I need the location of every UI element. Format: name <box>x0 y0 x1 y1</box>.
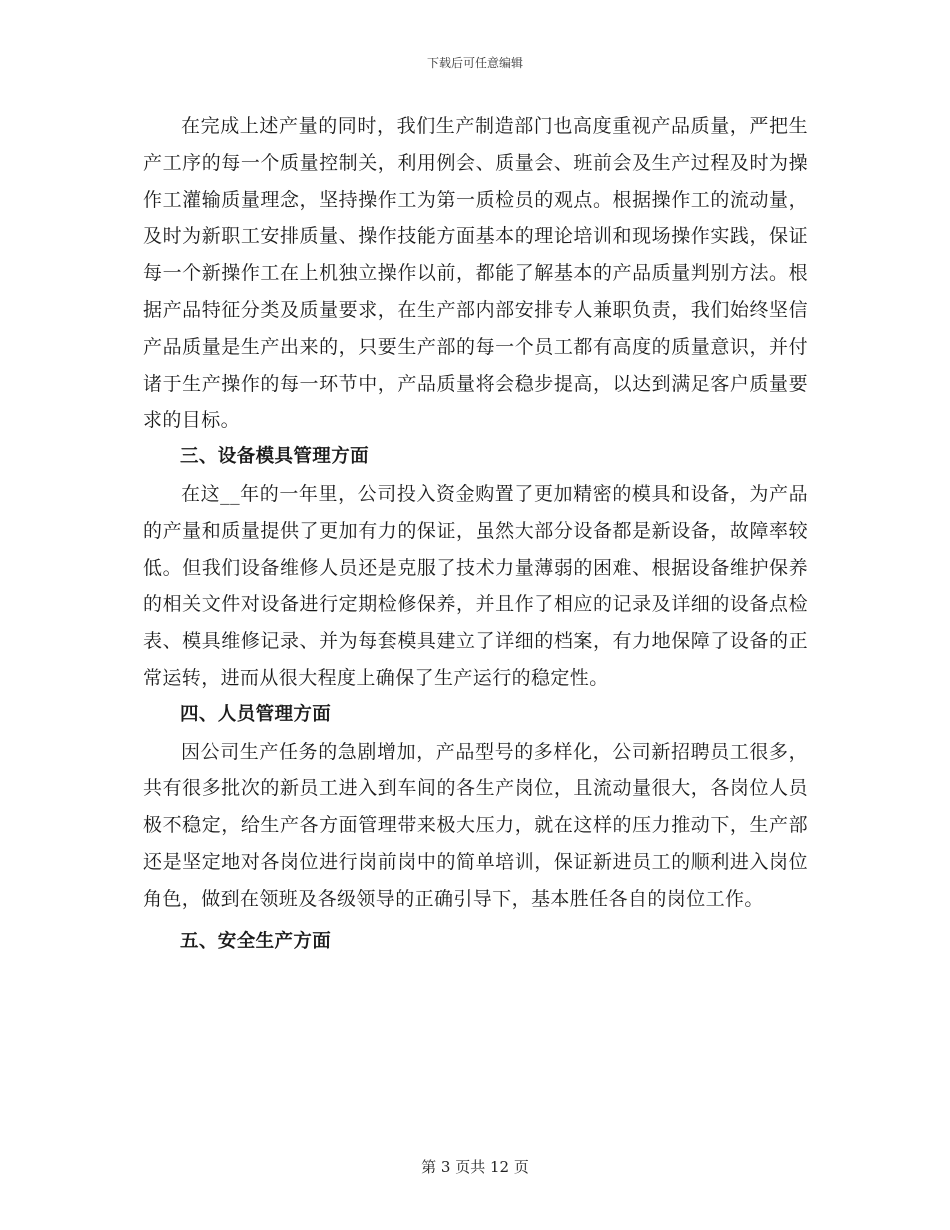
page-header: 下载后可任意编辑 <box>426 56 523 70</box>
section-heading-safety: 五、安全生产方面 <box>180 930 332 952</box>
paragraph-equipment: 在这__年的一年里，公司投入资金购置了更加精密的模具和设备，为产品的产量和质量提供了更加有力的保证，虽然大部分设备都是新设备，故障率较低。但我们设备维修人员还是克服了技术力量薄弱的困难、根据设备维护保养的相关文件对设备进行定期检修保养，并且作了相应的记录及详细的设备点检表、模具维修记录、并为每套模具建立了详细的档案，有力地保障了设备的正常运转，进而从很大程度上确保了生产运行的稳定性。 <box>143 482 808 689</box>
document-body <box>143 108 808 960</box>
page-footer: 第 3 页共 12 页 <box>421 1158 529 1176</box>
paragraph-quality: 在完成上述产量的同时，我们生产制造部门也高度重视产品质量，严把生产工序的每一个质量控制关，利用例会、质量会、班前会及生产过程及时为操作工灌输质量理念，坚持操作工为第一质检员的观点。根据操作工的流动量，及时为新职工安排质量、操作技能方面基本的理论培训和现场操作实践，保证每一个新操作工在上机独立操作以前，都能了解基本的产品质量判别方法。根据产品特征分类及质量要求，在生产部内部安排专人兼职负责，我们始终坚信产品质量是生产出来的，只要生产部的每一个员工都有高度的质量意识，并付诸于生产操作的每一环节中，产品质量将会稳步提高，以达到满足客户质量要求的目标。 <box>143 115 808 432</box>
section-heading-personnel: 四、人员管理方面 <box>180 703 332 725</box>
section-heading-equipment: 三、设备模具管理方面 <box>180 446 370 468</box>
paragraph-personnel: 因公司生产任务的急剧增加，产品型号的多样化，公司新招聘员工很多，共有很多批次的新员工进入到车间的各生产岗位，且流动量很大，各岗位人员极不稳定，给生产各方面管理带来极大压力，就在这样的压力推动下，生产部还是坚定地对各岗位进行岗前岗中的简单培训，保证新进员工的顺利进入岗位角色，做到在领班及各级领导的正确引导下，基本胜任各自的岗位工作。 <box>143 740 808 910</box>
